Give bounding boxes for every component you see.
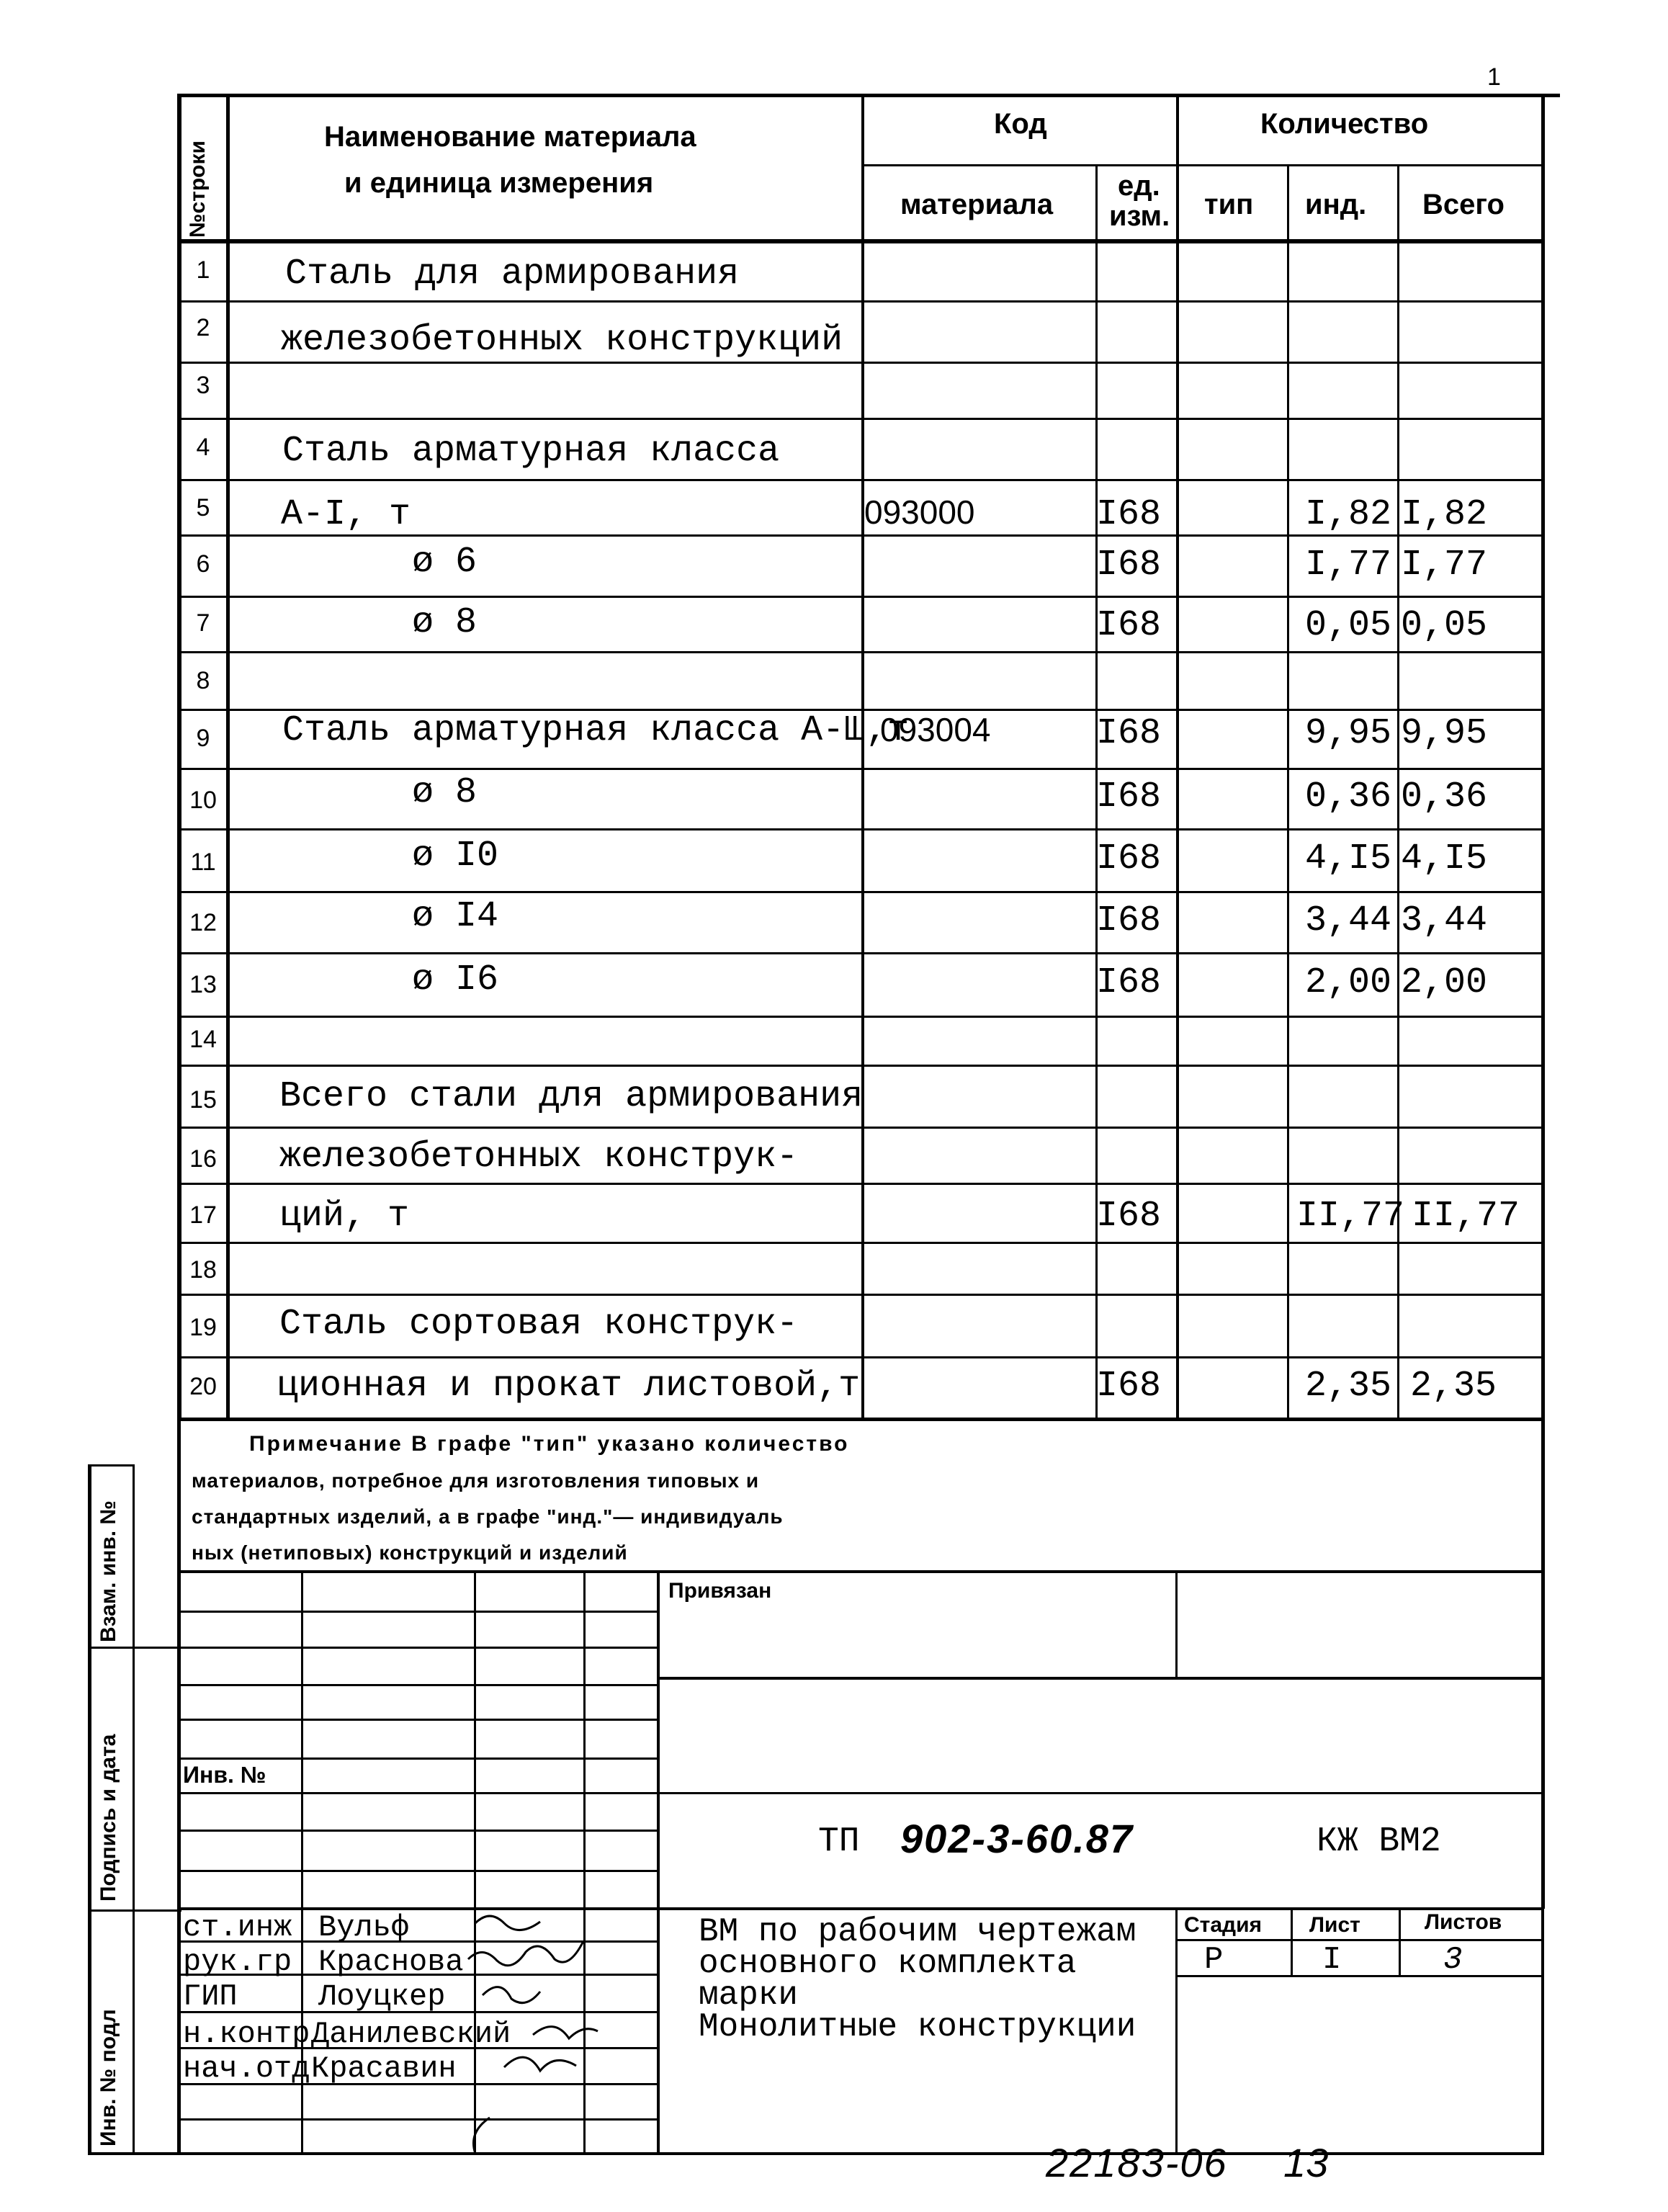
- unit-code: I68: [1096, 900, 1162, 941]
- code-header: Код: [994, 108, 1047, 140]
- ind-quantity: II,77: [1296, 1196, 1405, 1237]
- row-number: 12: [189, 909, 217, 936]
- material-name: ционная и прокат листовой,т: [277, 1366, 861, 1407]
- total-header: Всего: [1422, 189, 1505, 220]
- signer-role: ГИП: [183, 1979, 238, 2014]
- total-quantity: I,77: [1401, 545, 1488, 586]
- ind-quantity: 9,95: [1305, 713, 1392, 754]
- ind-quantity: I,77: [1305, 545, 1392, 586]
- signer-role: н.контр: [183, 2017, 310, 2051]
- total-quantity: 2,00: [1401, 962, 1488, 1003]
- sheets-value: 3: [1443, 1942, 1463, 1978]
- row-number: 15: [189, 1086, 217, 1114]
- tp-prefix: ТП: [818, 1822, 860, 1861]
- row-number: 18: [189, 1256, 217, 1284]
- ind-quantity: 4,I5: [1305, 838, 1392, 879]
- material-name: ø 8: [412, 602, 477, 643]
- total-quantity: 4,I5: [1401, 838, 1488, 879]
- title-line-4: Монолитные конструкции: [699, 2008, 1136, 2046]
- signer-name: Красавин: [311, 2051, 457, 2086]
- title-line-3: марки: [699, 1976, 799, 2014]
- total-quantity: 0,05: [1401, 605, 1488, 646]
- title-line-2: основного комплекта: [699, 1945, 1077, 1982]
- unit-header-line1: ед.: [1118, 170, 1160, 202]
- unit-code: I68: [1096, 713, 1162, 754]
- material-name: А-I, т: [281, 494, 411, 535]
- row-number: 3: [196, 372, 210, 399]
- ind-quantity: 2,00: [1305, 962, 1392, 1003]
- ind-quantity: 0,36: [1305, 776, 1392, 818]
- total-quantity: 3,44: [1401, 900, 1488, 941]
- ind-quantity: 3,44: [1305, 900, 1392, 941]
- sheets-label: Листов: [1425, 1910, 1502, 1934]
- signer-role: рук.гр: [183, 1945, 292, 1979]
- material-name: Сталь для армирования: [285, 254, 740, 295]
- type-header: тип: [1204, 189, 1254, 220]
- total-quantity: 2,35: [1410, 1366, 1497, 1407]
- podpis-data-label: Подпись и дата: [97, 1734, 120, 1902]
- total-quantity: 0,36: [1401, 776, 1488, 818]
- row-number: 2: [196, 314, 210, 341]
- privyazan-label: Привязан: [668, 1579, 772, 1603]
- signer-name: Краснова: [318, 1945, 464, 1979]
- row-number: 6: [196, 550, 210, 578]
- unit-code: I68: [1096, 1366, 1162, 1407]
- material-code: 093004: [880, 711, 991, 748]
- material-name: ø I4: [412, 896, 499, 937]
- inv-podl-label: Инв. № подл: [97, 2009, 120, 2146]
- unit-code: I68: [1096, 1196, 1162, 1237]
- material-code: 093000: [864, 493, 975, 531]
- stage-label: Стадия: [1184, 1913, 1263, 1937]
- name-header-line1: Наименование материала: [324, 121, 696, 153]
- material-name: ø 8: [412, 772, 477, 813]
- material-name: Сталь арматурная класса: [282, 431, 780, 472]
- material-name: железобетонных конструкций: [281, 320, 843, 361]
- footer-doc-number: 22183-06: [1046, 2140, 1228, 2185]
- note-line-1: Примечание В графе "тип" указано количество: [249, 1432, 850, 1456]
- ind-quantity: 2,35: [1305, 1366, 1392, 1407]
- unit-code: I68: [1096, 776, 1162, 818]
- row-number: 5: [196, 494, 210, 521]
- row-number: 19: [189, 1314, 217, 1341]
- material-name: железобетонных конструк-: [279, 1137, 799, 1178]
- total-quantity: 9,95: [1401, 713, 1488, 754]
- unit-header-line2: изм.: [1109, 200, 1170, 232]
- sheet-value: I: [1322, 1942, 1342, 1978]
- tp-number: 902-3-60.87: [900, 1816, 1134, 1861]
- signer-role: ст.инж: [183, 1910, 292, 1945]
- unit-code: I68: [1096, 545, 1162, 586]
- signer-name: Вульф: [318, 1910, 410, 1945]
- row-number: 9: [196, 725, 210, 752]
- row-number: 8: [196, 667, 210, 694]
- total-quantity: II,77: [1412, 1196, 1520, 1237]
- material-name: Сталь арматурная класса А-Ш,т: [282, 710, 910, 751]
- quantity-header: Количество: [1260, 108, 1429, 140]
- signer-name: Лоуцкер: [318, 1979, 446, 2014]
- material-code-header: материала: [900, 189, 1054, 220]
- document-mark: КЖ ВМ2: [1317, 1822, 1441, 1861]
- signer-name: Данилевский: [311, 2017, 511, 2051]
- material-name: ций, т: [279, 1196, 410, 1237]
- material-name: ø I6: [412, 959, 499, 1000]
- row-number: 13: [189, 971, 217, 998]
- sheet-label: Лист: [1309, 1913, 1360, 1937]
- row-number: 20: [189, 1373, 217, 1400]
- row-number: 10: [189, 787, 217, 814]
- unit-code: I68: [1096, 605, 1162, 646]
- row-number: 16: [189, 1145, 217, 1173]
- signatures: [461, 1902, 663, 2161]
- material-name: Всего стали для армирования: [279, 1076, 864, 1117]
- note-line-4: ных (нетиповых) конструкций и изделий: [192, 1541, 628, 1564]
- vzam-inv-label: Взам. инв. №: [97, 1500, 120, 1642]
- row-number: 4: [196, 434, 210, 461]
- footer-page: 13: [1283, 2140, 1329, 2185]
- row-number: 14: [189, 1026, 217, 1053]
- total-quantity: I,82: [1401, 494, 1488, 535]
- unit-code: I68: [1096, 494, 1162, 535]
- row-number: 7: [196, 609, 210, 637]
- name-header-line2: и единица измерения: [344, 167, 654, 199]
- material-name: ø I0: [412, 836, 499, 877]
- inv-no-label: Инв. №: [183, 1762, 266, 1788]
- unit-code: I68: [1096, 838, 1162, 879]
- row-number: 11: [190, 848, 216, 876]
- note-line-3: стандартных изделий, а в графе "инд."— индивидуаль: [192, 1505, 784, 1528]
- unit-code: I68: [1096, 962, 1162, 1003]
- title-line-1: ВМ по рабочим чертежам: [699, 1913, 1136, 1951]
- row-number: 1: [196, 256, 210, 284]
- ind-quantity: 0,05: [1305, 605, 1392, 646]
- note-line-2: материалов, потребное для изготовления типовых и: [192, 1469, 760, 1492]
- page-number: 1: [1487, 63, 1501, 91]
- material-name: ø 6: [412, 542, 477, 583]
- row-number-header: №строки: [186, 140, 210, 238]
- signer-role: нач.отд: [183, 2051, 310, 2086]
- stage-value: Р: [1204, 1942, 1224, 1978]
- ind-quantity: I,82: [1305, 494, 1392, 535]
- material-name: Сталь сортовая конструк-: [279, 1304, 799, 1345]
- row-number: 17: [189, 1201, 217, 1229]
- ind-header: инд.: [1305, 189, 1367, 220]
